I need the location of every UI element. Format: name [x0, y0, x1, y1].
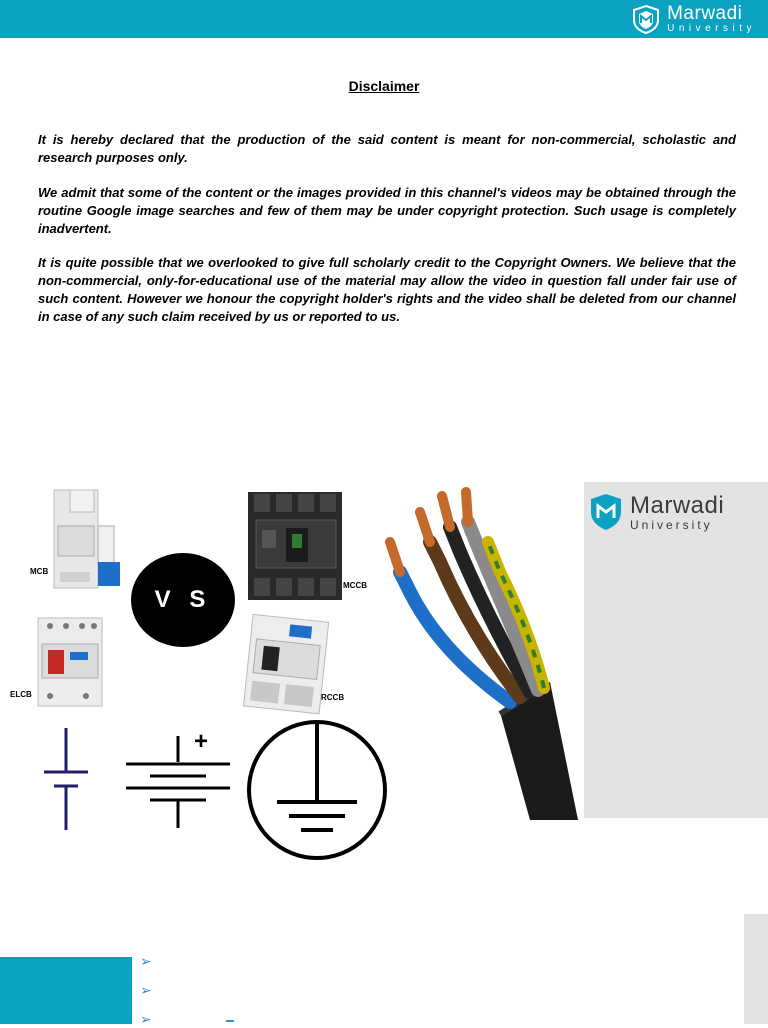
- elcb-label: ELCB: [10, 690, 32, 699]
- footer-gray-block: [744, 914, 768, 1024]
- bullet-dash: [226, 1020, 234, 1022]
- disclaimer-paragraph-2: We admit that some of the content or the images provided in this channel's videos may be obtained through the routine Google image searches and few of them may be under copyright protection. Such usage is completely inadvertent.: [38, 185, 736, 236]
- panel-university-logo: [588, 492, 724, 532]
- rccb-image: [240, 612, 330, 718]
- cell-symbol-icon: [40, 726, 92, 832]
- brand-name: Marwadi: [667, 3, 743, 24]
- electrical-collage: [0, 478, 768, 878]
- mcb-label: MCB: [30, 567, 49, 576]
- mcb-image: [50, 486, 126, 594]
- bullet-arrow-icon: ➢: [140, 1011, 152, 1027]
- cable-image: [380, 482, 580, 820]
- disclaimer-title: Disclaimer: [348, 78, 420, 94]
- shield-logo-icon: [588, 492, 624, 532]
- panel-brand-subtitle: University: [630, 517, 713, 532]
- panel-brand-name: Marwadi: [630, 491, 725, 519]
- mccb-label: MCCB: [343, 581, 367, 590]
- earth-ground-symbol-icon: [244, 718, 390, 862]
- battery-symbol-icon: [122, 734, 234, 830]
- university-logo: [631, 4, 756, 34]
- footer-accent-block: [0, 957, 132, 1024]
- bullet-arrow-icon: ➢: [140, 982, 152, 998]
- brand-subtitle: University: [667, 23, 756, 34]
- battery-plus-sign: +: [194, 728, 209, 755]
- mccb-image: [246, 490, 346, 602]
- rccb-label: RCCB: [321, 693, 345, 702]
- disclaimer-paragraph-1: It is hereby declared that the production of the said content is meant for non-commercial, scholastic and research purposes only.: [38, 132, 736, 165]
- elcb-image: [36, 614, 106, 710]
- bullet-arrow-icon: ➢: [140, 953, 152, 969]
- disclaimer-paragraph-3: It is quite possible that we overlooked to give full scholarly credit to the Copyright Owners. We believe that the non-commercial, only-for-educational use of the material may allow the video in question fall under fair use of such content. However we honour the copyright holder's rights and the video shall be deleted from our channel in case of any such claim received by us or reported to us.: [38, 255, 736, 324]
- shield-logo-icon: [631, 4, 661, 34]
- header-bar: [0, 0, 768, 38]
- versus-badge: V S: [131, 553, 235, 647]
- logo-panel: [584, 482, 768, 818]
